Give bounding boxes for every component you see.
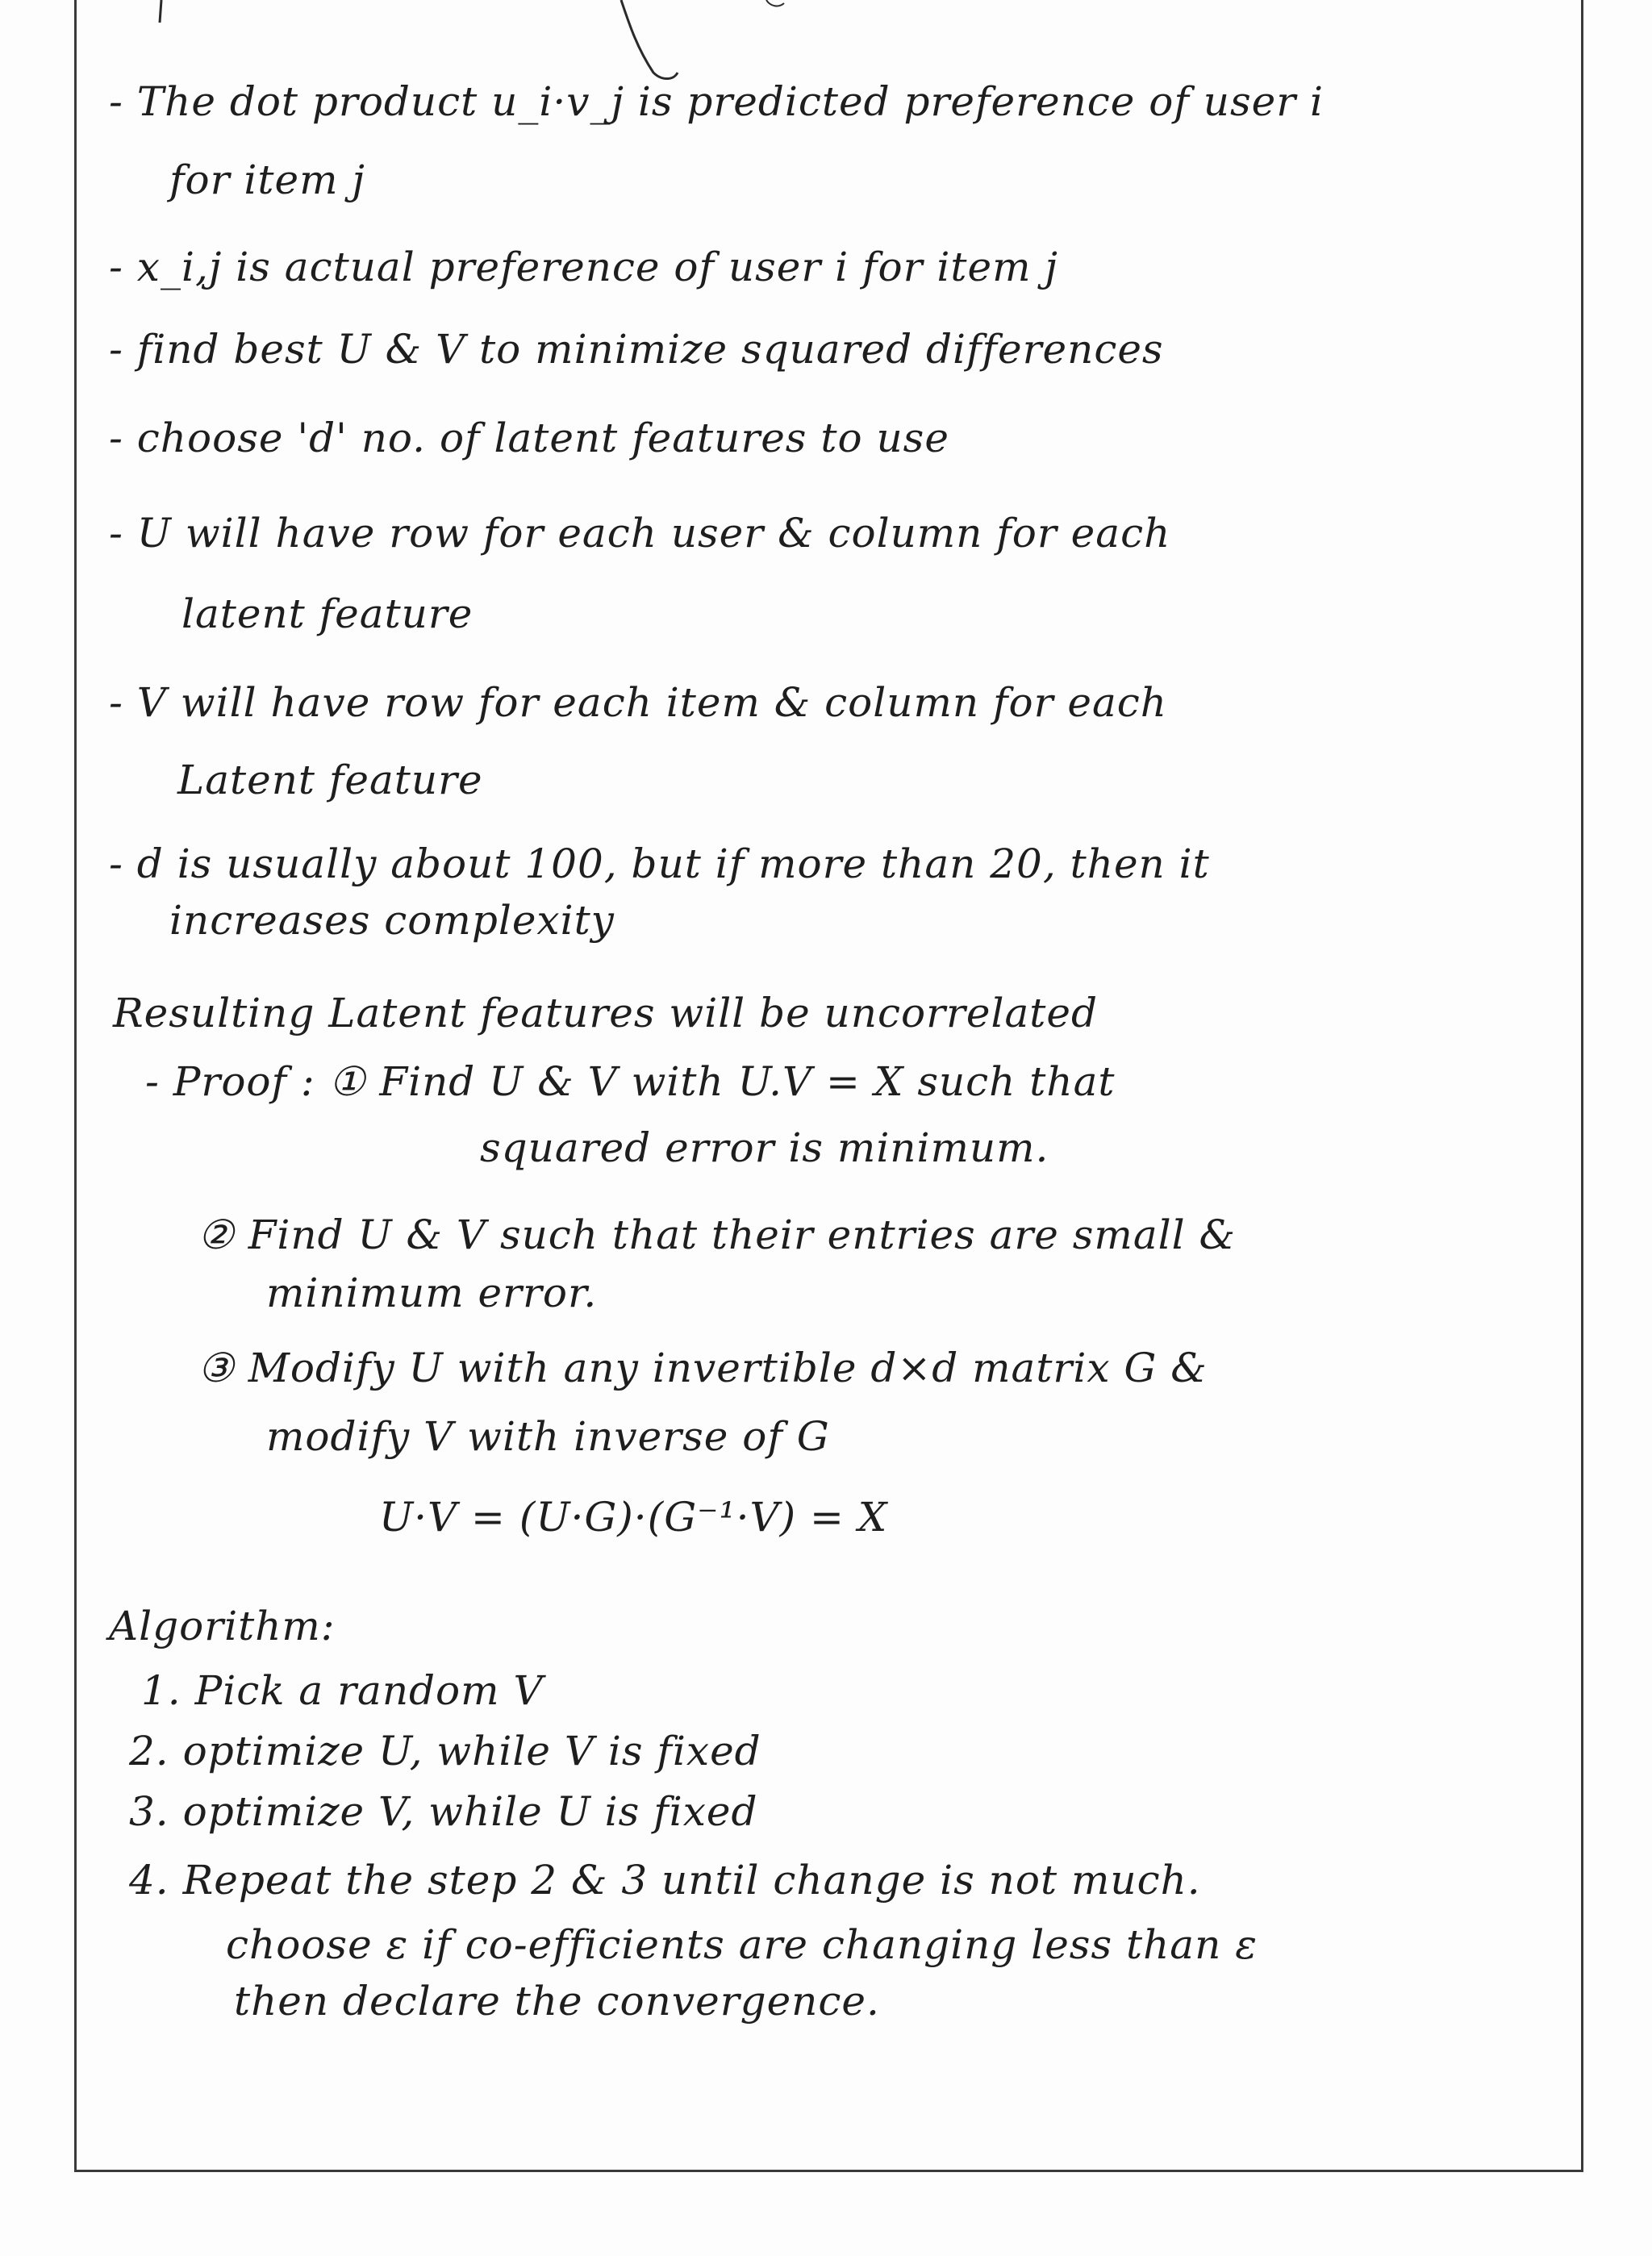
proof-step1-line2: squared error is minimum. <box>480 1124 1049 1171</box>
bullet-line-10: - d is usually about 100, but if more than 20, then it <box>109 840 1210 887</box>
proof-step2-line1: ② Find U & V such that their entries are small & <box>198 1211 1237 1258</box>
bullet-line-4: - find best U & V to minimize squared differences <box>109 326 1164 373</box>
bullet-line-6: - U will have row for each user & column for each <box>109 510 1171 557</box>
bullet-line-2: for item j <box>169 156 365 203</box>
bullet-line-1: - The dot product u_i·v_j is predicted preference of user i <box>109 78 1324 125</box>
bullet-line-3: - x_i,j is actual preference of user i for item j <box>109 244 1058 290</box>
bullet-line-8: - V will have row for each item & column for each <box>109 679 1167 726</box>
page-border-bottom <box>74 2170 1583 2172</box>
algorithm-step-4-line1: 4. Repeat the step 2 & 3 until change is not much. <box>129 1857 1201 1904</box>
page-border-left <box>74 0 77 2171</box>
proof-step3-line2: modify V with inverse of G <box>266 1413 830 1460</box>
bullet-line-5: - choose 'd' no. of latent features to use <box>109 415 949 461</box>
algorithm-step-4-line3: then declare the convergence. <box>234 1978 880 2025</box>
bullet-line-7: latent feature <box>181 590 473 637</box>
bullet-line-9: Latent feature <box>177 757 483 803</box>
page-border-right <box>1581 0 1583 2171</box>
bullet-line-11: increases complexity <box>169 897 615 944</box>
algorithm-step-4-line2: choose ε if co-efficients are changing less than ε <box>226 1921 1258 1968</box>
proof-step1-line1: - Proof : ① Find U & V with U.V = X such that <box>145 1058 1116 1105</box>
proof-step2-line2: minimum error. <box>266 1270 598 1316</box>
resulting-statement: Resulting Latent features will be uncorrelated <box>113 990 1098 1036</box>
proof-step3-line1: ③ Modify U with any invertible d×d matrix G & <box>198 1345 1208 1391</box>
algorithm-step-3: 3. optimize V, while U is fixed <box>129 1788 758 1835</box>
algorithm-step-1: 1. Pick a random V <box>141 1667 544 1714</box>
top-scribble-mark <box>145 0 952 89</box>
proof-equation: U·V = (U·G)·(G⁻¹·V) = X <box>379 1494 888 1541</box>
algorithm-heading: Algorithm: <box>109 1603 336 1649</box>
algorithm-step-2: 2. optimize U, while V is fixed <box>129 1728 761 1774</box>
